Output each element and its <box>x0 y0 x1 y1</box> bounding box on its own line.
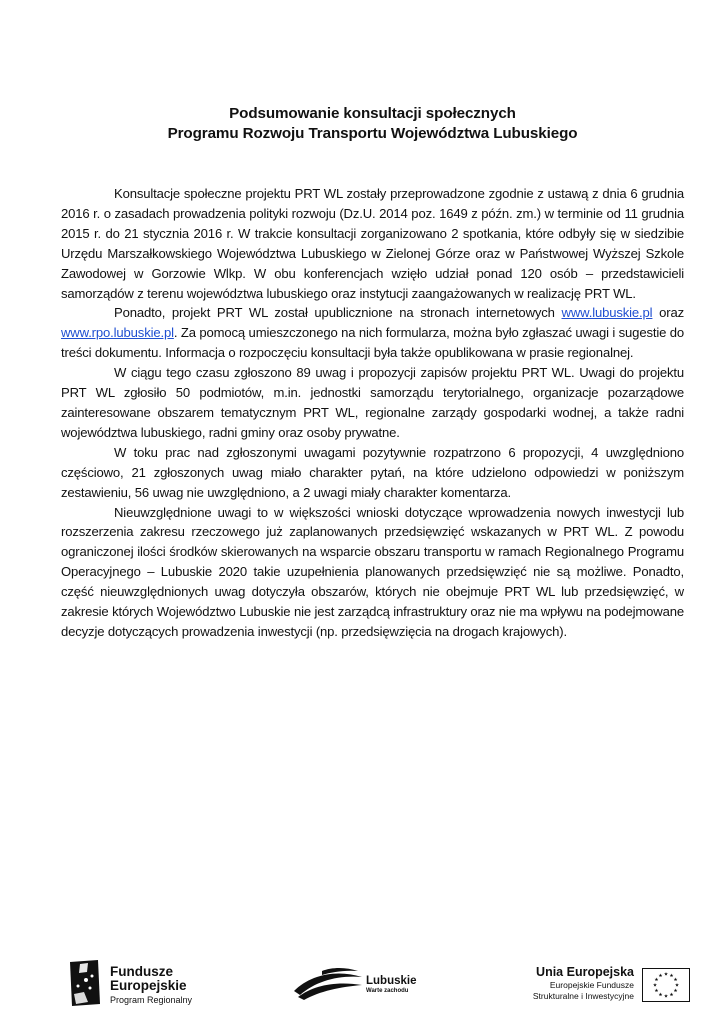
title-line-2: Programu Rozwoju Transportu Województwa Lubuskiego <box>167 125 578 142</box>
link-lubuskie[interactable]: www.lubuskie.pl <box>561 305 653 321</box>
eu-flag-icon <box>642 968 690 1002</box>
lubuskie-logo <box>292 965 432 1005</box>
ue-logo-sub-1: Europejskie Fundusze <box>549 980 634 990</box>
link-rpo-lubuskie[interactable]: www.rpo.lubuskie.pl <box>61 325 174 341</box>
paragraph-2-end: . Za pomocą umieszczonego na nich formularza, można było zgłaszać uwagi i sugestie do treści dokumentu. Informacja o rozpoczęciu konsultacji była także opublikowana w prasie regionalnej. <box>61 325 684 361</box>
document-title <box>60 104 685 144</box>
paragraph-1: Konsultacje społeczne projektu PRT WL zostały przeprowadzone zgodnie z ustawą z dnia 6 grudnia 2016 r. o zasadach prowadzenia polityki rozwoju (Dz.U. 2014 poz. 1649 z późn. zm.) w terminie od 11 grudnia 2015 r. do 21 stycznia 2016 r. W trakcie konsultacji zorganizowano 2 spotkania, które odbyły się w siedzibie Urzędu Marszałkowskiego Województwa Lubuskiego w Zielonej Górze oraz w Państwowej Wyższej Szkole Zawodowej w Gorzowie Wlkp. W obu konferencjach wzięło udział ponad 120 osób – przedstawicieli samorządów z terenu województwa lubuskiego oraz instytucji zaangażowanych w realizację PRT WL. <box>61 186 684 301</box>
fundusze-europejskie-logo <box>68 958 218 1012</box>
fe-logo-line-1: Fundusze <box>110 964 173 979</box>
title-line-1: Podsumowanie konsultacji społecznych <box>229 105 516 122</box>
ue-logo-sub-2: Strukturalne i Inwestycyjne <box>532 991 634 1001</box>
footer-logos <box>0 950 725 1024</box>
ue-logo-name: Unia Europejska <box>536 965 634 979</box>
paragraph-2 <box>61 303 684 363</box>
fe-logo-line-2: Europejskie <box>110 978 187 993</box>
lubuskie-swoosh-icon <box>292 965 364 1001</box>
eu-funds-flag-icon <box>68 958 102 1008</box>
lubuskie-logo-subtitle: Warte zachodu <box>366 988 409 994</box>
lubuskie-logo-name: Lubuskie <box>366 975 417 987</box>
paragraph-3: W ciągu tego czasu zgłoszono 89 uwag i propozycji zapisów projektu PRT WL. Uwagi do projektu PRT WL zgłosiło 50 podmiotów, m.in. jednostki samorządu terytorialnego, organizacje pozarządowe zainteresowane obszarem tematycznym PRT WL, regionalne zarządy gospodarki wodnej, a także radni województwa lubuskiego, radni gminy oraz osoby prywatne. <box>61 365 684 440</box>
paragraph-5: Nieuwzględnione uwagi to w większości wnioski dotyczące wprowadzenia nowych inwestycji lub rozszerzenia zakresu rzeczowego już zaplanowanych przedsięwzięć wskazanych w PRT WL. Z powodu ograniczonej ilości środków skierowanych na wsparcie obszaru transportu w ramach Regionalnego Programu Operacyjnego – Lubuskie 2020 takie uzupełnienia planowanych przedsięwzięć nie są możliwe. Ponadto, część nieuwzględnionych uwag dotyczyła obszarów, których nie obejmuje PRT WL lub przedsięwzięć, w zakresie których Województwo Lubuskie nie jest zarządcą infrastruktury oraz nie ma wpływu na podejmowane decyzje dotyczących prowadzenia inwestycji (np. przedsięwzięcia na drogach krajowych). <box>61 504 684 639</box>
paragraph-4: W toku prac nad zgłoszonymi uwagami pozytywnie rozpatrzono 6 propozycji, 4 uwzględniono częściowo, 21 zgłoszonych uwag miało charakter pytań, na które udzielono odpowiedzi w poniższym zestawieniu, 56 uwag nie uwzględniono, a 2 uwagi miały charakter komentarza. <box>61 444 684 500</box>
paragraph-2-start: Ponadto, projekt PRT WL został upublicznione na stronach internetowych <box>114 305 562 321</box>
document-body <box>61 184 684 642</box>
fe-logo-line-3: Program Regionalny <box>110 995 193 1005</box>
unia-europejska-logo <box>512 964 692 1016</box>
paragraph-2-mid: oraz <box>652 305 684 321</box>
